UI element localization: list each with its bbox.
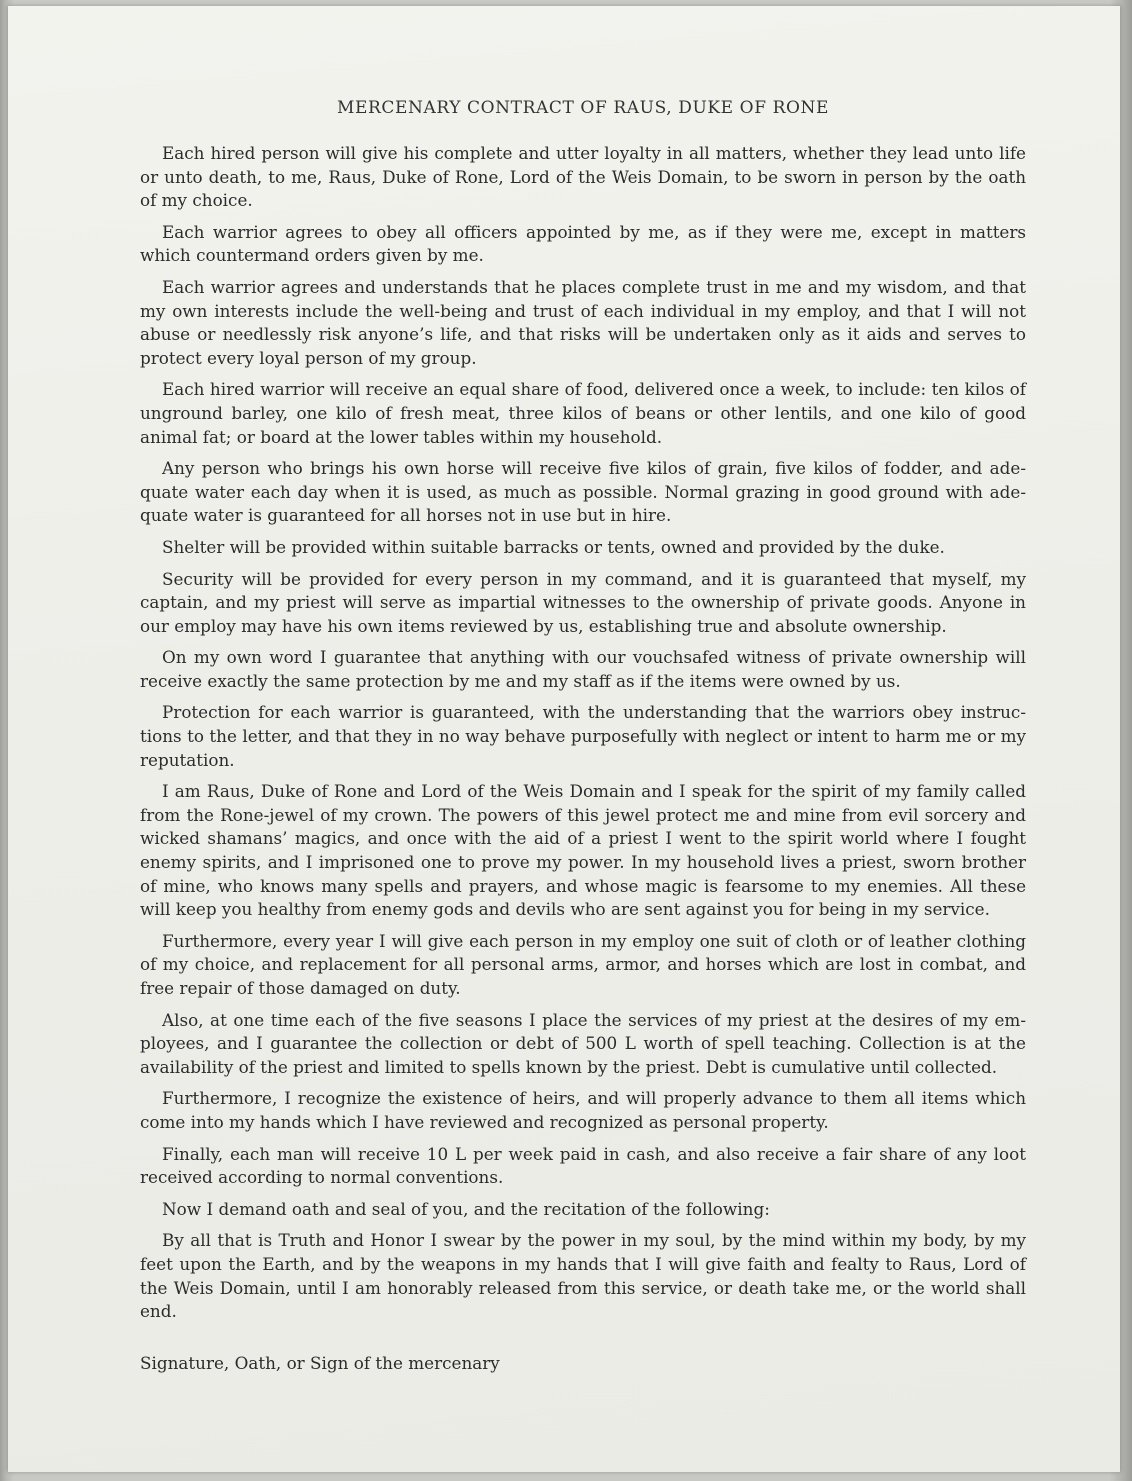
clause-oath-text: By all that is Truth and Honor I swear by the power in my soul, by the mind within my body, by my feet upon the Earth, and by the weapons in my hands that I will give faith and fealty to Raus, Lord of the Weis Domain, until I am honorably released from this service, or death take me, or the world shall end. — [140, 1230, 1026, 1322]
clause-officers: Each warrior agrees to obey all officers appointed by me, as if they were me, except in matters which countermand orders given by me. — [140, 221, 1026, 266]
signature-line: Signature, Oath, or Sign of the mercenary — [140, 1352, 500, 1373]
document-title: MERCENARY CONTRACT OF RAUS, DUKE OF RONE — [336, 98, 830, 118]
clause-oath-demand: Now I demand oath and seal of you, and the recitation of the following: — [162, 1198, 770, 1219]
clause-shelter: Shelter will be provided within suitable barracks or tents, owned and provided by the duke. — [162, 536, 945, 557]
contract-page — [8, 6, 1120, 1472]
clause-heirs: Furthermore, I recognize the existence of heirs, and will properly advance to them all items which come into my hands which I have reviewed and recognized as personal property. — [140, 1088, 1026, 1132]
clause-horses: Any person who brings his own horse will receive five kilos of grain, five kilos of fodder, and ade-quate water each day when it is used, as much as possible. Normal grazing in good ground with ade-quate water is guaranteed for all horses not in use but in hire. — [140, 458, 1026, 526]
clause-pay: Finally, each man will receive 10 L per week paid in cash, and also receive a fair share of any loot received according to normal conventions. — [140, 1143, 1026, 1188]
clause-food: Each hired warrior will receive an equal share of food, delivered once a week, to include: ten kilos of unground barley, one kilo of fresh meat, three kilos of beans or other lentils, and one kilo of good animal fat; or board at the lower tables within my household. — [140, 379, 1026, 447]
clause-security: Security will be provided for every person in my command, and it is guaranteed that myself, my captain, and my priest will serve as impartial witnesses to the ownership of private goods. Anyone in our employ may have his own items reviewed by us, establishing true and absolute ownership. — [140, 568, 1026, 636]
clause-declaration: I am Raus, Duke of Rone and Lord of the Weis Domain and I speak for the spirit of my family called from the Rone-jewel of my crown. The powers of this jewel protect me and mine from evil sorcery and wicked shamans’ magics, and once with the aid of a priest I went to the spirit world where I fought enemy spirits, and I imprisoned one to prove my power. In my household lives a priest, sworn brother of mine, who knows many spells and prayers, and whose magic is fearsome to my enemies. All these will keep you healthy from enemy gods and devils who are sent against you for being in my service. — [140, 781, 1026, 920]
clause-protection: Protection for each warrior is guaranteed, with the understanding that the warriors obey instruc-tions to the letter, and that they in no way behave purposefully with neglect or intent to harm me or my reputation. — [140, 702, 1026, 770]
contract-body — [140, 98, 1026, 1383]
clause-loyalty: Each hired person will give his complete and utter loyalty in all matters, whether they lead unto life or unto death, to me, Raus, Duke of Rone, Lord of the Weis Domain, to be sworn in person by the oath of my choice. — [140, 143, 1026, 211]
clause-witness: On my own word I guarantee that anything with our vouchsafed witness of private ownership will receive exactly the same protection by me and my staff as if the items were owned by us. — [140, 647, 1026, 691]
clause-trust: Each warrior agrees and understands that he places complete trust in me and my wisdom, and that my own interests include the well-being and trust of each individual in my employ, and that I will not abuse or needlessly risk anyone’s life, and that risks will be undertaken only as it aids and serves to protect every loyal person of my group. — [140, 276, 1026, 368]
clause-priest-services: Also, at one time each of the five seasons I place the services of my priest at the desires of my em-ployees, and I guarantee the collection or debt of 500 L worth of spell teaching. Collection is at the availability of the priest and limited to spells known by the priest. Debt is cumulative until collected. — [140, 1009, 1026, 1077]
clause-clothing: Furthermore, every year I will give each person in my employ one suit of cloth or of leather clothing of my choice, and replacement for all personal arms, armor, and horses which are lost in combat, and free repair of those damaged on duty. — [140, 930, 1026, 998]
